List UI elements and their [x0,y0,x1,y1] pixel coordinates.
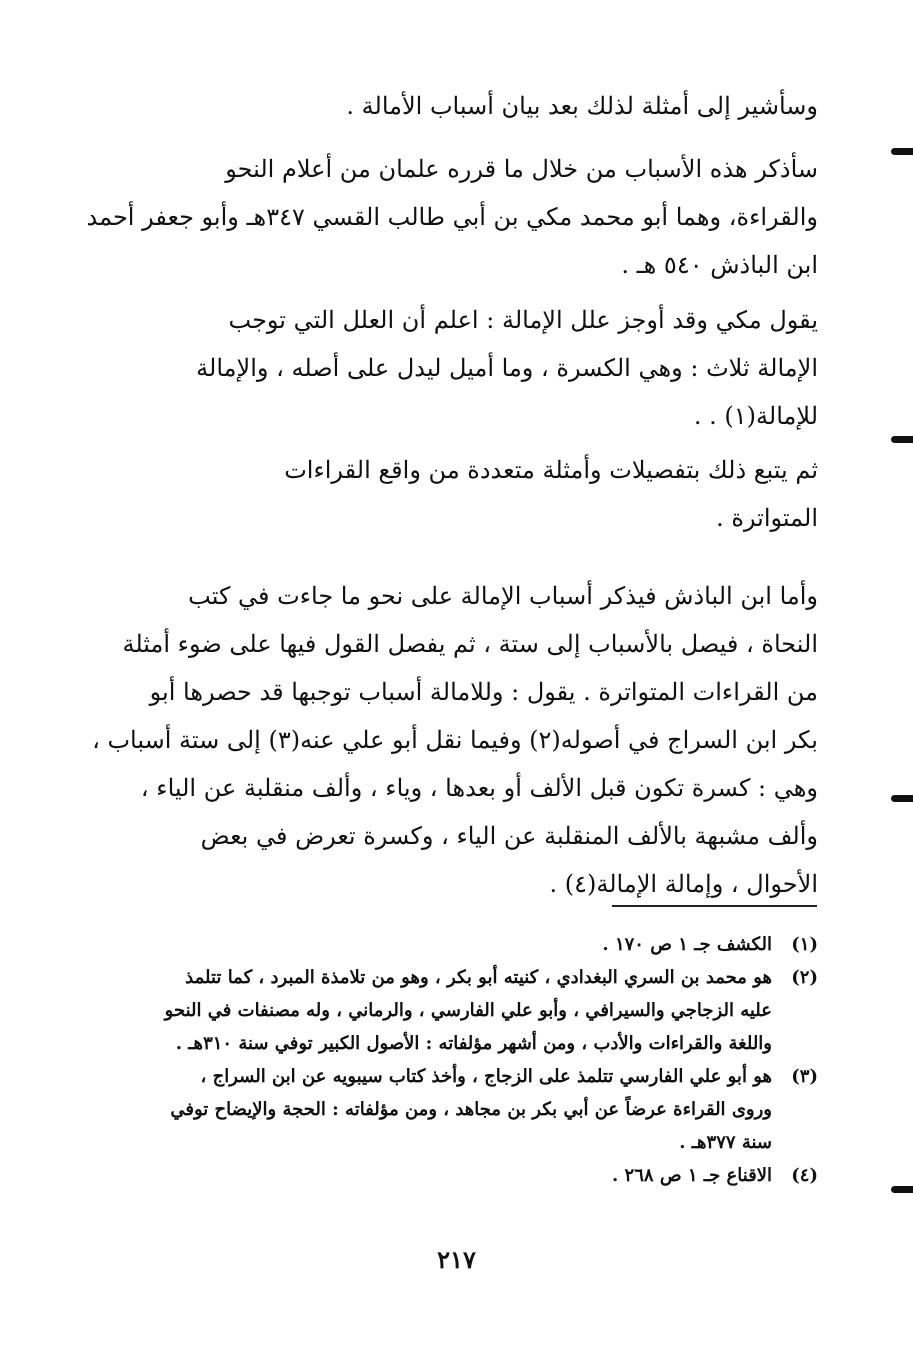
paragraph-line: وأما ابن الباذش فيذكر أسباب الإمالة على نحو ما جاءت في كتب [188,582,818,610]
paragraph-line: ثم يتبع ذلك بتفصيلات وأمثلة متعددة من واقع القراءات [284,456,818,484]
footnote-line: عليه الزجاجي والسيرافي ، وأبو علي الفارسي ، والرماني ، وله مصنفات في النحو [164,1000,772,1021]
paragraph-3 [138,296,818,440]
paragraph-line: للإمالة(١) . . [693,402,818,430]
footnote-number: (٤) [791,1165,818,1186]
scan-edge-mark [891,436,913,443]
scan-edge-mark [891,1186,913,1193]
paragraph-line: الأحوال ، وإمالة الإمالة(٤) . [549,870,818,898]
page-number: ٢١٧ [437,1245,476,1274]
paragraph-line: ابن الباذش ٥٤٠ هـ . [621,251,818,279]
paragraph-line: وسأشير إلى أمثلة لذلك بعد بيان أسباب الأمالة . [346,92,818,120]
footnote-4 [138,1159,818,1192]
paragraph-5 [92,572,818,908]
paragraph-line: يقول مكي وقد أوجز علل الإمالة : اعلم أن العلل التي توجب [228,306,818,334]
footnote-number: (٣) [791,1066,818,1087]
paragraph-line: النحاة ، فيصل بالأسباب إلى ستة ، ثم يفصل القول فيها على ضوء أمثلة [122,630,818,658]
footnote-2 [138,961,818,1060]
footnote-line: هو محمد بن السري البغدادي ، كنيته أبو بكر ، وهو من تلامذة المبرد ، كما تتلمذ [185,967,772,988]
paragraph-4 [138,446,818,542]
paragraph-line: من القراءات المتواترة . يقول : وللامالة أسباب توجبها قد حصرها أبو [149,678,818,706]
scan-edge-mark [891,795,913,802]
paragraph-line: وهي : كسرة تكون قبل الألف أو بعدها ، وياء ، وألف منقلبة عن الياء ، [140,774,818,802]
footnote-line: الاقناع جـ ١ ص ٢٦٨ . [612,1165,772,1186]
paragraph-line: المتواترة . [716,504,818,532]
footnote-line: وروى القراءة عرضاً عن أبي بكر بن مجاهد ، ومن مؤلفاته : الحجة والإيضاح توفي [170,1099,772,1120]
footnote-line: واللغة والقراءات والأدب ، ومن أشهر مؤلفاته : الأصول الكبير توفي سنة ٣١٠هـ . [175,1033,772,1054]
paragraph-line: وألف مشبهة بالألف المنقلبة عن الياء ، وكسرة تعرض في بعض [200,822,818,850]
scan-edge-mark [891,148,913,155]
footnotes [138,928,818,1192]
footnote-number: (١) [791,934,818,955]
paragraph-line: والقراءة، وهما أبو محمد مكي بن أبي طالب القسي ٣٤٧هـ وأبو جعفر أحمد [86,203,818,231]
footnote-3 [138,1060,818,1159]
footnote-divider [612,905,817,907]
footnote-line: الكشف جـ ١ ص ١٧٠ . [602,934,772,955]
paragraph-line: سأذكر هذه الأسباب من خلال ما قرره علمان من أعلام النحو [225,155,818,183]
footnote-1 [138,928,818,961]
paragraph-2 [86,145,818,289]
footnote-number: (٢) [791,967,818,988]
footnote-line: سنة ٣٧٧هـ . [679,1132,772,1153]
paragraph-line: بكر ابن السراج في أصوله(٢) وفيما نقل أبو علي عنه(٣) إلى ستة أسباب ، [92,726,818,754]
footnote-line: هو أبو علي الفارسي تتلمذ على الزجاج ، وأخذ كتاب سيبويه عن ابن السراج ، [200,1066,772,1087]
paragraph-1 [138,82,818,130]
paragraph-line: الإمالة ثلاث : وهي الكسرة ، وما أميل ليدل على أصله ، والإمالة [196,354,818,382]
